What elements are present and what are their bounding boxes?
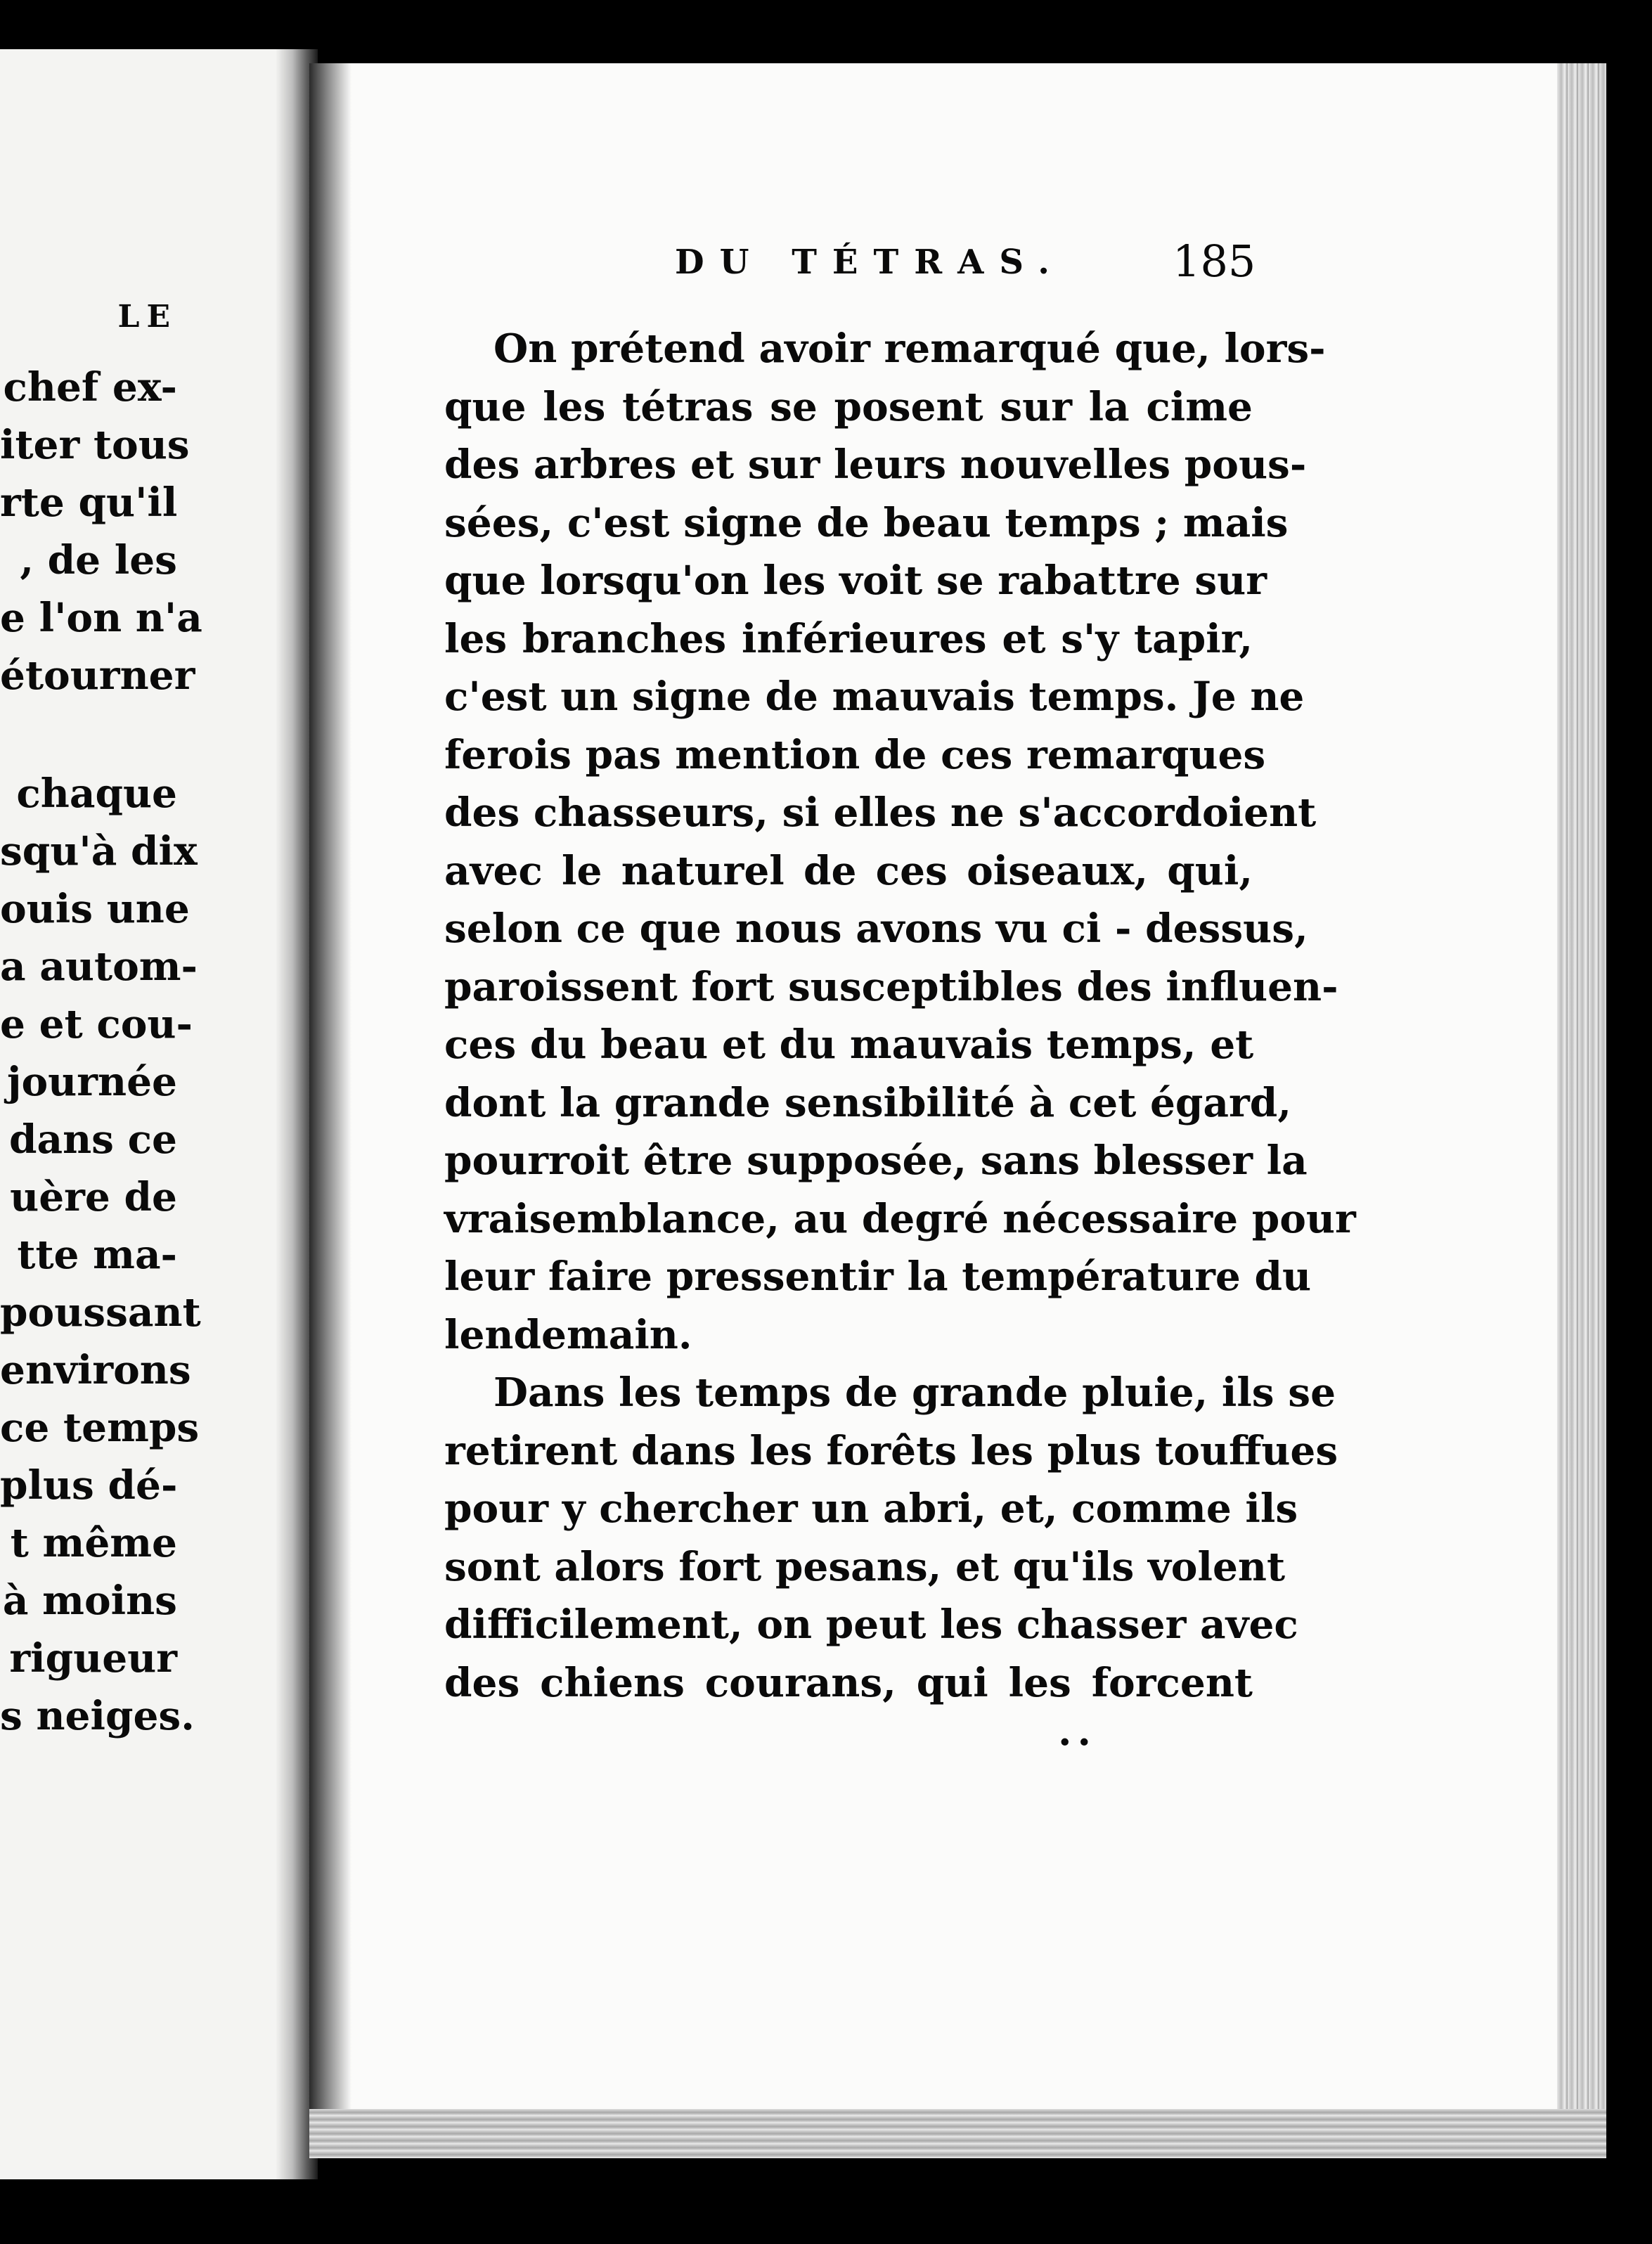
left-running-head: LE: [117, 299, 177, 335]
text-line: ces du beau et du mauvais temps, et: [444, 1021, 1254, 1068]
left-line: rigueur: [9, 1635, 177, 1682]
text-line: ferois pas mention de ces remarques: [444, 731, 1266, 778]
left-line: plus dé-: [0, 1462, 178, 1509]
text-line: sées, c'est signe de beau temps ; mais: [444, 499, 1289, 546]
text-line: leur faire pressentir la température du: [444, 1253, 1312, 1300]
text-line: que les tétras se posent sur la cime: [444, 383, 1253, 430]
text-line: difficilement, on peut les chasser avec: [444, 1601, 1298, 1648]
left-line: e et cou-: [0, 1001, 193, 1047]
left-line: e l'on n'a: [0, 595, 202, 641]
left-line: uère de: [10, 1174, 177, 1220]
text-line: vraisemblance, au degré nécessaire pour: [444, 1195, 1356, 1242]
text-line: sont alors fort pesans, et qu'ils volent: [444, 1543, 1286, 1590]
page-bottom-edge: [309, 2109, 1606, 2158]
left-line: dans ce: [8, 1116, 177, 1163]
left-line: environs: [0, 1347, 191, 1393]
running-head: DU TÉTRAS.: [675, 243, 1066, 282]
page-fore-edge: [1557, 63, 1606, 2144]
text-line: pour y chercher un abri, et, comme ils: [444, 1485, 1298, 1532]
left-line: tte ma-: [17, 1232, 177, 1278]
page-number: 185: [1173, 236, 1256, 287]
text-line: Dans les temps de grande pluie, ils se: [493, 1369, 1336, 1416]
body-text: [444, 320, 1356, 1712]
text-line: avec le naturel de ces oiseaux, qui,: [444, 847, 1253, 894]
left-line: chaque: [16, 770, 177, 817]
left-line: à moins: [2, 1578, 177, 1624]
left-line: , de les: [20, 537, 177, 583]
left-page-fragment: [0, 49, 304, 2179]
left-line: ouis une: [0, 886, 190, 932]
left-line: étourner: [0, 652, 195, 699]
text-line: retirent dans les forêts les plus touffues: [444, 1427, 1338, 1474]
left-line: a autom-: [0, 943, 198, 990]
left-line: poussant: [0, 1289, 201, 1336]
text-line: pourroit être supposée, sans blesser la: [444, 1137, 1308, 1184]
left-line: t même: [10, 1520, 177, 1566]
text-line: lendemain.: [444, 1311, 692, 1358]
left-line: journée: [7, 1059, 177, 1105]
text-line: des chiens courans, qui les forcent: [444, 1659, 1253, 1706]
left-line: iter tous: [0, 422, 190, 468]
paragraph-gap: [0, 704, 177, 765]
text-line: paroissent fort susceptibles des influen-: [444, 963, 1338, 1010]
left-line: squ'à dix: [0, 828, 198, 875]
text-line: des chasseurs, si elles ne s'accordoient: [444, 789, 1317, 836]
text-line: c'est un signe de mauvais temps. Je ne: [444, 673, 1305, 720]
gutter-shadow: [309, 63, 351, 2144]
catchword: ..: [1058, 1708, 1097, 1755]
left-line: s neiges.: [0, 1693, 195, 1739]
left-line: chef ex-: [3, 364, 177, 411]
left-line: ce temps: [0, 1405, 200, 1451]
text-line: dont la grande sensibilité à cet égard,: [444, 1079, 1291, 1126]
left-page-text: [0, 288, 304, 1745]
text-line: On prétend avoir remarqué que, lors-: [493, 325, 1326, 372]
left-line: rte qu'il: [0, 479, 178, 526]
text-line: que lorsqu'on les voit se rabattre sur: [444, 557, 1267, 604]
text-line: selon ce que nous avons vu ci - dessus,: [444, 905, 1308, 952]
text-line: des arbres et sur leurs nouvelles pous-: [444, 441, 1307, 488]
text-line: les branches inférieures et s'y tapir,: [444, 615, 1253, 662]
